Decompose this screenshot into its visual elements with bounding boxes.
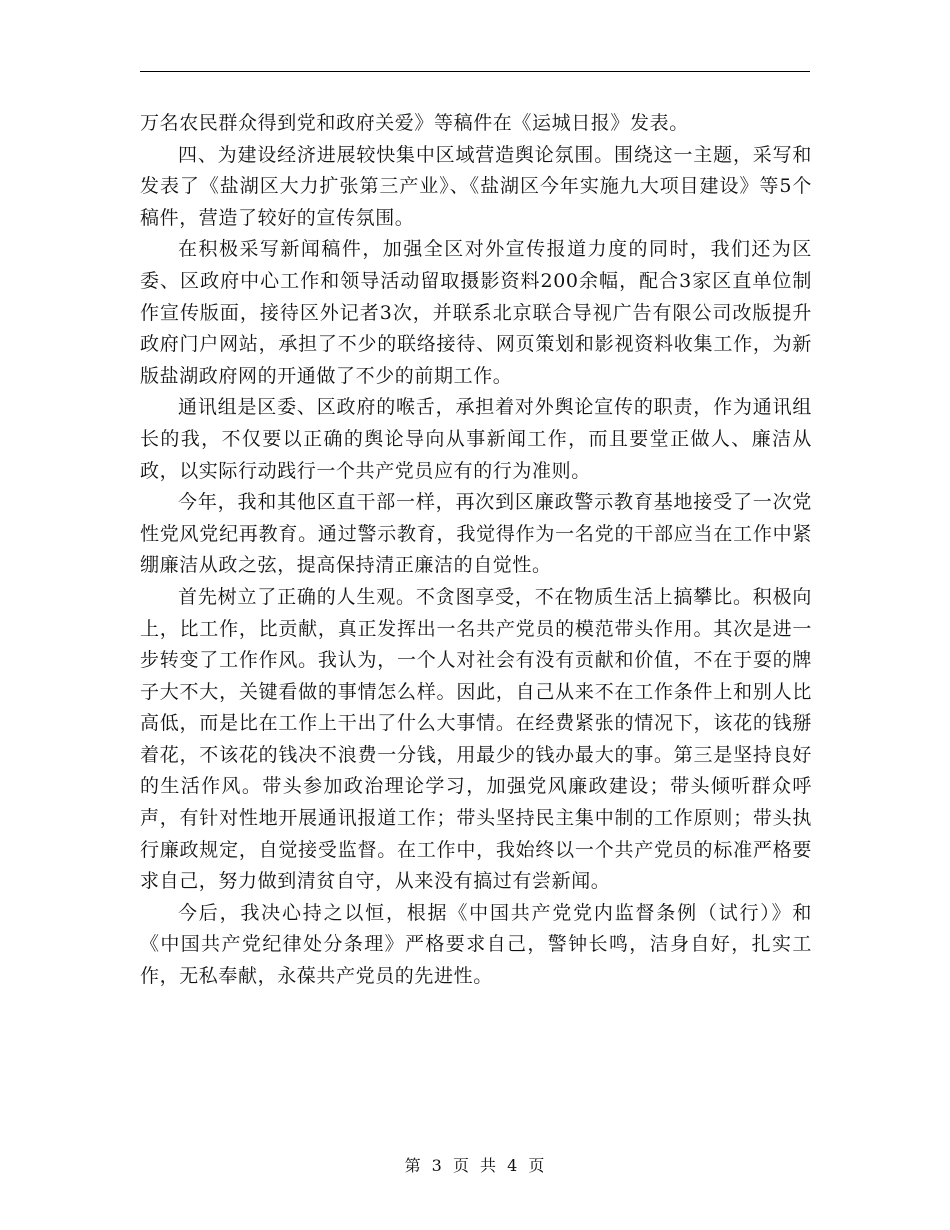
paragraph-conclusion: 今后，我决心持之以恒，根据《中国共产党党内监督条例（试行）》和《中国共产党纪律处分条理》严格要求自己，警钟长鸣，洁身自好，扎实工作，无私奉献，永葆共产党员的先进性。 <box>140 901 812 988</box>
document-body <box>140 108 812 993</box>
paragraph-publicity-work: 在积极采写新闻稿件，加强全区对外宣传报道力度的同时，我们还为区委、区政府中心工作和领导活动留取摄影资料200余幅，配合3家区直单位制作宣传版面，接待区外记者3次，并联系北京联合导视广告有限公司改版提升政府门户网站，承担了不少的联络接待、网页策划和影视资料收集工作，为新版盐湖政府网的开通做了不少的前期工作。 <box>140 238 812 387</box>
page-number-footer: 第 3 页 共 4 页 <box>404 1156 546 1175</box>
paragraph-economic-zone: 四、为建设经济进展较快集中区域营造舆论氛围。围绕这一主题，采写和发表了《盐湖区大力扩张第三产业》、《盐湖区今年实施九大项目建设》等5个稿件，营造了较好的宣传氛围。 <box>140 143 812 229</box>
paragraph-continuation: 万名农民群众得到党和政府关爱》等稿件在《运城日报》发表。 <box>140 112 689 134</box>
header-rule <box>140 71 810 72</box>
paragraph-work-style: 首先树立了正确的人生观。不贪图享受，不在物质生活上搞攀比。积极向上，比工作，比贡献，真正发挥出一名共产党员的模范带头作用。其次是进一步转变了工作作风。我认为，一个人对社会有没有贡献和价值，不在于耍的牌子大不大，关键看做的事情怎么样。因此，自己从来不在工作条件上和别人比高低，而是比在工作上干出了什么大事情。在经费紧张的情况下，该花的钱掰着花，不该花的钱决不浪费一分钱，用最少的钱办最大的事。第三是坚持良好的生活作风。带头参加政治理论学习，加强党风廉政建设；带头倾听群众呼声，有针对性地开展通讯报道工作；带头坚持民主集中制的工作原则；带头执行廉政规定，自觉接受监督。在工作中，我始终以一个共产党员的标准严格要求自己，努力做到清贫自守，从来没有搞过有尝新闻。 <box>140 585 812 893</box>
paragraph-team-role: 通讯组是区委、区政府的喉舌，承担着对外舆论宣传的职责，作为通讯组长的我，不仅要以正确的舆论导向从事新闻工作，而且要堂正做人、廉洁从政，以实际行动践行一个共产党员应有的行为准则。 <box>140 396 812 482</box>
paragraph-warning-education: 今年，我和其他区直干部一样，再次到区廉政警示教育基地接受了一次党性党风党纪再教育。通过警示教育，我觉得作为一名党的干部应当在工作中紧绷廉洁从政之弦，提高保持清正廉洁的自觉性。 <box>140 491 812 577</box>
